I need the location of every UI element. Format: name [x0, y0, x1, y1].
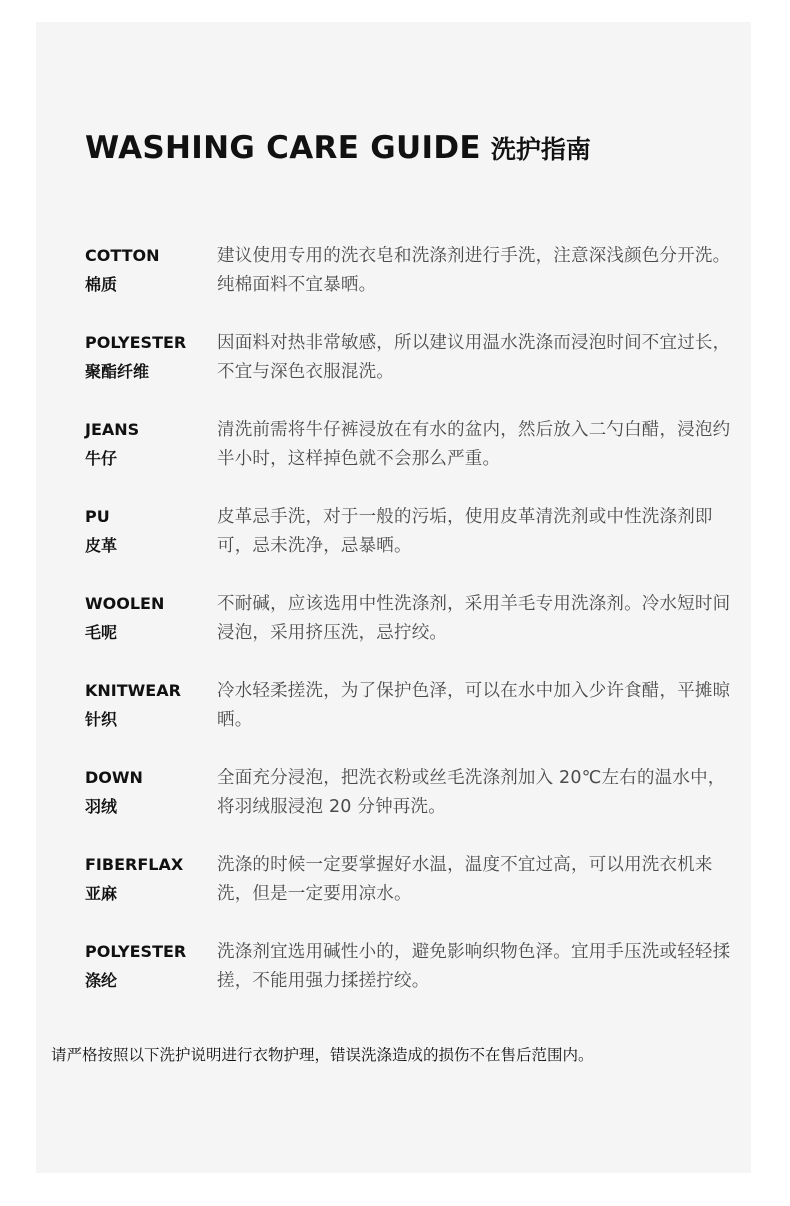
material-label	[85, 246, 215, 295]
material-name-cn: 牛仔	[85, 449, 118, 468]
material-label	[85, 333, 215, 382]
material-name-en: COTTON	[85, 246, 160, 265]
material-label	[85, 681, 215, 730]
material-description: 建议使用专用的洗衣皂和洗涤剂进行手洗，注意深浅颜色分开洗。纯棉面料不宜暴晒。	[217, 246, 731, 295]
material-name-cn: 亚麻	[85, 884, 118, 903]
material-name-en: KNITWEAR	[85, 681, 181, 700]
material-name-cn: 涤纶	[85, 971, 118, 990]
material-name-en: FIBERFLAX	[85, 855, 184, 874]
material-name-cn: 毛呢	[85, 623, 118, 642]
material-label	[85, 420, 215, 469]
material-label	[85, 768, 215, 817]
material-description: 冷水轻柔搓洗，为了保护色泽，可以在水中加入少许食醋，平摊晾晒。	[217, 681, 731, 730]
page-title	[85, 128, 591, 166]
material-name-en: POLYESTER	[85, 333, 187, 352]
material-description: 皮革忌手洗，对于一般的污垢，使用皮革清洗剂或中性洗涤剂即可，忌未洗净，忌暴晒。	[217, 507, 713, 556]
material-description: 清洗前需将牛仔裤浸放在有水的盆内，然后放入二勺白醋，浸泡约半小时，这样掉色就不会那么严重。	[217, 420, 731, 469]
title-chinese: 洗护指南	[490, 135, 591, 164]
material-description: 洗涤剂宜选用碱性小的，避免影响织物色泽。宜用手压洗或轻轻揉搓，不能用强力揉搓拧绞。	[217, 942, 731, 991]
material-name-cn: 羽绒	[85, 797, 118, 816]
material-name-en: PU	[85, 507, 110, 526]
material-label	[85, 594, 215, 643]
care-guide-panel	[36, 22, 751, 1173]
material-label	[85, 855, 215, 904]
material-name-cn: 聚酯纤维	[85, 362, 150, 381]
material-label	[85, 507, 215, 556]
material-name-en: WOOLEN	[85, 594, 165, 613]
title-english: WASHING CARE GUIDE	[85, 130, 481, 166]
material-label	[85, 942, 215, 991]
material-name-cn: 皮革	[85, 536, 118, 555]
material-description: 全面充分浸泡，把洗衣粉或丝毛洗涤剂加入 20℃左右的温水中，将羽绒服浸泡 20 分钟再洗。	[217, 768, 726, 817]
material-name-en: JEANS	[85, 420, 140, 439]
material-name-cn: 针织	[85, 710, 118, 729]
material-name-en: DOWN	[85, 768, 143, 787]
material-name-cn: 棉质	[85, 275, 118, 294]
material-description: 不耐碱，应该选用中性洗涤剂，采用羊毛专用洗涤剂。冷水短时间浸泡，采用挤压洗，忌拧绞。	[217, 594, 731, 643]
material-name-en: POLYESTER	[85, 942, 187, 961]
footer-notice: 请严格按照以下洗护说明进行衣物护理，错误洗涤造成的损伤不在售后范围内。	[51, 1046, 594, 1064]
material-description: 因面料对热非常敏感，所以建议用温水洗涤而浸泡时间不宜过长，不宜与深色衣服混洗。	[217, 333, 731, 382]
material-description: 洗涤的时候一定要掌握好水温，温度不宜过高，可以用洗衣机来洗，但是一定要用凉水。	[217, 855, 713, 904]
